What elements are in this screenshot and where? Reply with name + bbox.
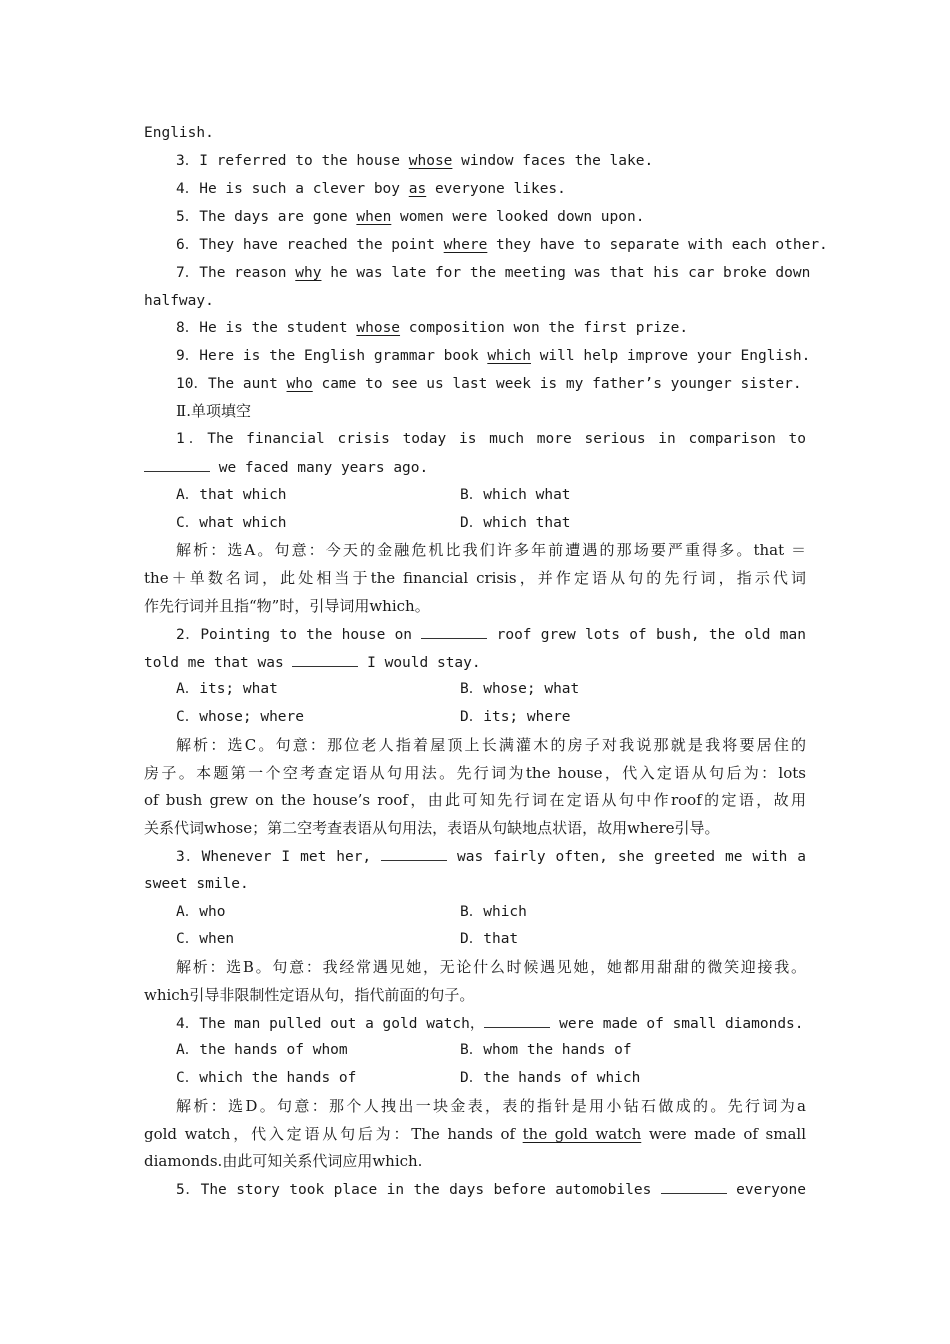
fill-item-3: 3．I referred to the house whose window faces the lake. xyxy=(176,153,654,169)
option-a: A．who xyxy=(176,904,226,920)
option-b: B．whose; what xyxy=(460,681,580,697)
option-a: A．the hands of whom xyxy=(176,1042,348,1058)
option-d: D．its; where xyxy=(460,709,571,725)
question-3-options-cd xyxy=(176,929,806,949)
question-1-options-cd xyxy=(176,513,806,533)
question-1-line-2: we faced many years ago. xyxy=(144,457,806,477)
answer-blank xyxy=(484,1013,550,1028)
option-a: A．its; what xyxy=(176,681,278,697)
explanation-line: 解析：选B。句意：我经常遇见她，无论什么时候遇见她，她都用甜甜的微笑迎接我。 xyxy=(176,958,806,976)
text-line: halfway. xyxy=(144,293,214,309)
answer-underlined: who xyxy=(286,376,313,392)
answer-underlined: why xyxy=(295,265,322,281)
fill-item-8: 8．He is the student whose composition won the first prize. xyxy=(176,320,689,336)
explanation-line: the＋单数名词，此处相当于the financial crisis，并作定语从句的先行词，指示代词 xyxy=(144,569,806,587)
question-1-line-1: 1．The financial crisis today is much more serious in comparison to xyxy=(176,431,806,447)
answer-blank xyxy=(292,652,358,667)
option-c: C．which the hands of xyxy=(176,1070,357,1086)
question-2-options-cd xyxy=(176,707,806,727)
answer-underlined: as xyxy=(408,181,427,197)
option-d: D．the hands of which xyxy=(460,1070,641,1086)
text-line: English. xyxy=(144,125,214,141)
question-4-options-cd xyxy=(176,1068,806,1088)
underlined-phrase: the gold watch xyxy=(522,1125,642,1143)
question-1-options-ab xyxy=(176,485,806,505)
explanation-line: 关系代词whose；第二空考查表语从句用法，表语从句缺地点状语，故用where引导。 xyxy=(144,819,720,837)
fill-item-4: 4．He is such a clever boy as everyone likes. xyxy=(176,181,566,197)
question-4-line-1: 4．The man pulled out a gold watch， were made of small diamonds. xyxy=(176,1013,806,1033)
answer-underlined: when xyxy=(356,209,392,225)
question-5-line-1: 5．The story took place in the days before automobiles everyone xyxy=(176,1179,806,1199)
explanation-line: 房子。本题第一个空考查定语从句用法。先行词为the house，代入定语从句后为：lots xyxy=(144,764,806,782)
answer-underlined: where xyxy=(443,237,488,253)
fill-item-9: 9．Here is the English grammar book which will help improve your English. xyxy=(176,348,811,364)
explanation-line: which引导非限制性定语从句，指代前面的句子。 xyxy=(144,986,475,1004)
explanation-line: 解析：选A。句意：今天的金融危机比我们许多年前遭遇的那场要严重得多。that ＝ xyxy=(176,541,806,559)
option-d: D．that xyxy=(460,931,519,947)
option-b: B．which what xyxy=(460,487,571,503)
answer-blank xyxy=(661,1179,727,1194)
explanation-line: 作先行词并且指“物”时，引导词用which。 xyxy=(144,597,430,615)
fill-item-6: 6．They have reached the point where they have to separate with each other. xyxy=(176,237,828,253)
question-3-line-2: sweet smile. xyxy=(144,876,249,892)
question-4-options-ab xyxy=(176,1040,806,1060)
question-2-line-2: told me that was I would stay. xyxy=(144,652,806,672)
option-b: B．which xyxy=(460,904,527,920)
explanation-line: of bush grew on the house’s roof，由此可知先行词在定语从句中作roof的定语，故用 xyxy=(144,791,806,809)
question-2-options-ab xyxy=(176,679,806,699)
answer-underlined: whose xyxy=(356,320,401,336)
answer-blank xyxy=(381,846,447,861)
option-d: D．which that xyxy=(460,515,571,531)
fill-item-10: 10．The aunt who came to see us last week is my father’s younger sister. xyxy=(176,376,802,392)
question-3-line-1: 3．Whenever I met her, was fairly often, she greeted me with a xyxy=(176,846,806,866)
section-title: Ⅱ.单项填空 xyxy=(176,402,251,420)
fill-item-7: 7．The reason why he was late for the meeting was that his car broke down xyxy=(176,265,811,281)
option-c: C．when xyxy=(176,931,235,947)
option-c: C．whose; where xyxy=(176,709,304,725)
question-2-line-1: 2．Pointing to the house on roof grew lots of bush, the old man xyxy=(176,624,806,644)
explanation-line: 解析：选D。句意：那个人拽出一块金表，表的指针是用小钻石做成的。先行词为a xyxy=(176,1097,806,1115)
fill-item-5: 5．The days are gone when women were looked down upon. xyxy=(176,209,645,225)
answer-underlined: whose xyxy=(408,153,453,169)
answer-blank xyxy=(144,457,210,472)
option-b: B．whom the hands of xyxy=(460,1042,632,1058)
question-3-options-ab xyxy=(176,902,806,922)
explanation-line: 解析：选C。句意：那位老人指着屋顶上长满灌木的房子对我说那就是我将要居住的 xyxy=(176,736,806,754)
answer-underlined: which xyxy=(487,348,531,364)
explanation-line: gold watch，代入定语从句后为：The hands of the gold watch were made of small xyxy=(144,1125,806,1143)
answer-blank xyxy=(421,624,487,639)
option-c: C．what which xyxy=(176,515,287,531)
explanation-line: diamonds.由此可知关系代词应用which. xyxy=(144,1152,423,1170)
option-a: A．that which xyxy=(176,487,287,503)
